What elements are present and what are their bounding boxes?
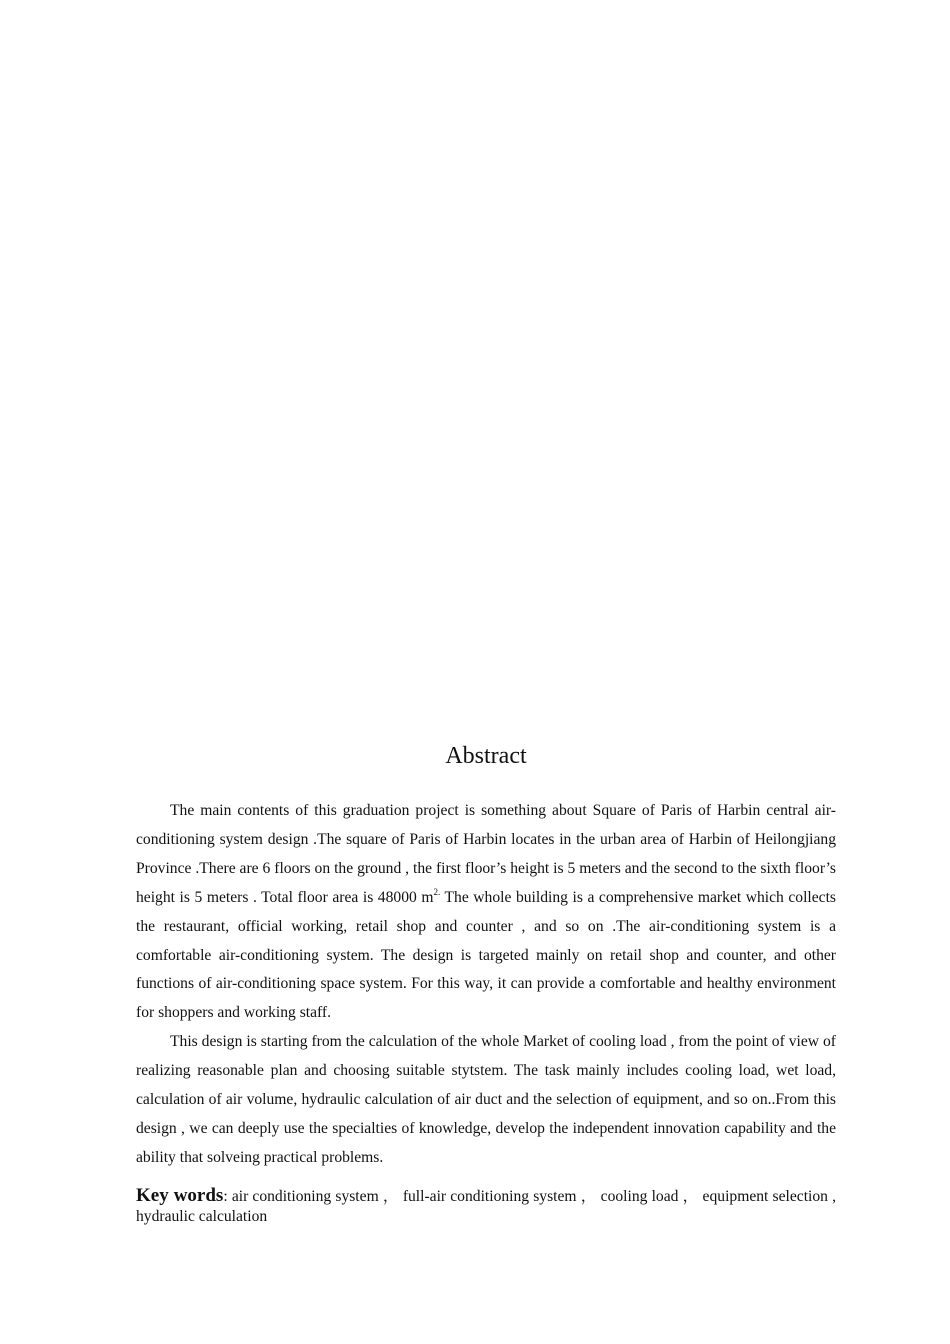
keywords-text: air conditioning system ， full-air conditioning system ， cooling load ， equipment selection , hydraulic calculation (136, 1188, 836, 1225)
paragraph-1-part-1: The main contents of this graduation project is something about Square of Paris of Harbin central air-conditioning system design .The square of Paris of Harbin locates in the urban area of Harbin of Heilongjiang Province .There are 6 floors on the ground , the first floor’s height is 5 meters and the second to the sixth floor’s height is 5 meters . Total floor area is 48000 m (136, 802, 836, 906)
abstract-paragraph-2: This design is starting from the calculation of the whole Market of cooling load , from the point of view of realizing reasonable plan and choosing suitable stytstem. The task mainly includes cooling load, wet load, calculation of air volume, hydraulic calculation of air duct and the selection of equipment, and so on..From this design , we can deeply use the specialties of knowledge, develop the independent innovation capability and the ability that solveing practical problems. (136, 1033, 836, 1166)
keywords-separator: : (223, 1188, 228, 1205)
abstract-paragraph-1 (136, 797, 836, 1028)
keywords-label: Key words (136, 1185, 224, 1206)
abstract-title: Abstract (445, 743, 527, 769)
keywords-line (136, 1186, 836, 1227)
paragraph-1-part-2: The whole building is a comprehensive market which collects the restaurant, official working, retail shop and counter , and so on .The air-conditioning system is a comfortable air-conditioning system. The design is targeted mainly on retail shop and counter, and other functions of air-conditioning space system. For this way, it can provide a comfortable and healthy environment for shoppers and working staff. (136, 888, 836, 1022)
area-unit-superscript: 2. (433, 886, 441, 897)
abstract-body (136, 797, 836, 1173)
